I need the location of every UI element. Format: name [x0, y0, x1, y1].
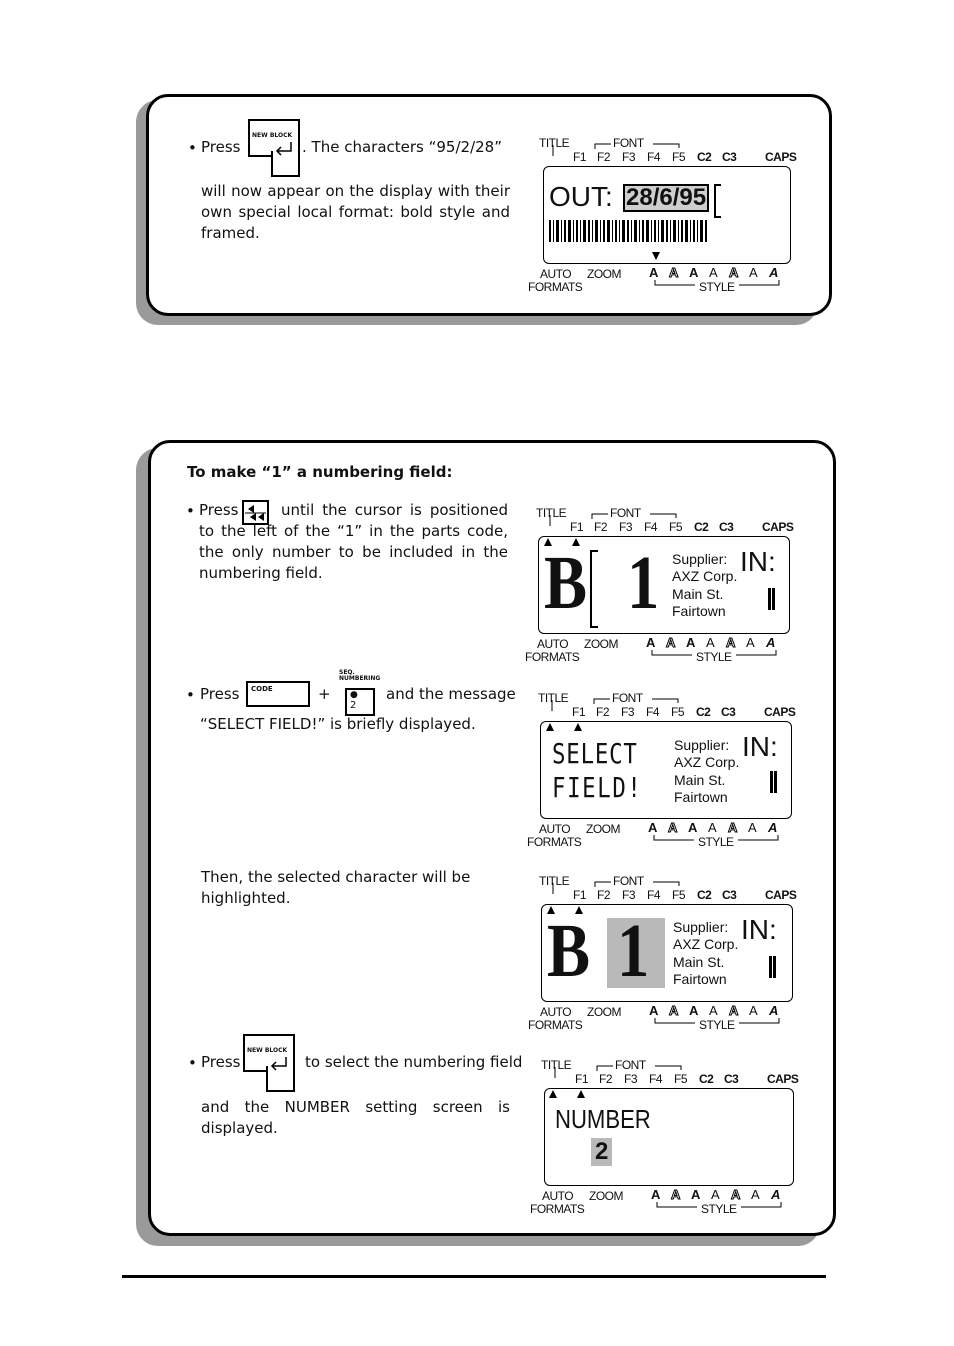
title-font-bracket — [553, 1062, 693, 1082]
press-label: Press — [200, 685, 240, 703]
style-bold: A — [691, 1187, 701, 1202]
style-normal: A — [649, 1003, 659, 1018]
style-indicators — [649, 265, 789, 280]
bar-indicator-icon — [770, 771, 773, 793]
style-outline: A — [671, 1187, 681, 1202]
style-bold: A — [688, 820, 698, 835]
style-bold: A — [686, 635, 696, 650]
title-font-bracket — [551, 140, 691, 160]
c2-label: C2 — [696, 705, 711, 719]
f1-label: F1 — [575, 1072, 589, 1086]
c2-label: C2 — [694, 520, 709, 534]
title-label: TITLE — [541, 1058, 572, 1072]
title-label: TITLE — [538, 691, 569, 705]
style-frame: A — [728, 820, 738, 835]
out-label: OUT: — [549, 181, 613, 212]
seq-numbering-label: SEQ. NUMBERING — [339, 669, 381, 682]
style-indicators — [649, 1003, 789, 1018]
company-label: AXZ Corp. — [673, 936, 739, 952]
f2-label: F2 — [594, 520, 608, 534]
plus-sign: + — [318, 685, 331, 703]
style-bold: A — [689, 265, 699, 280]
lcd-display-number — [529, 1056, 799, 1216]
formats-label: FORMATS — [525, 650, 580, 664]
c3-label: C3 — [722, 150, 737, 164]
supplier-label: Supplier: — [672, 551, 728, 567]
c2-label: C2 — [699, 1072, 714, 1086]
field-line: FIELD! — [552, 771, 643, 804]
f2-label: F2 — [599, 1072, 613, 1086]
style-label: STYLE — [701, 1202, 737, 1216]
big-part-code: B 1 — [544, 541, 672, 625]
title-label: TITLE — [539, 136, 570, 150]
style-outline: A — [669, 265, 679, 280]
frame-bracket — [714, 184, 721, 218]
page-footer-rule — [122, 1275, 826, 1278]
step4-text-b: and the NUMBER setting screen is displayed. — [201, 1098, 510, 1137]
style-indicators — [651, 1187, 791, 1202]
formats-label: FORMATS — [528, 280, 583, 294]
title-font-bracket — [550, 695, 690, 715]
new-block-key — [248, 119, 300, 179]
new-block-key — [243, 1034, 295, 1094]
style-italic: A — [769, 265, 779, 280]
step2-text-a: and the message — [386, 685, 516, 703]
caps-label: CAPS — [765, 888, 797, 902]
f3-label: F3 — [622, 888, 636, 902]
in-label: IN: — [741, 914, 777, 945]
code-key — [246, 681, 310, 707]
style-bold: A — [689, 1003, 699, 1018]
style-frame: A — [726, 635, 736, 650]
auto-label: AUTO — [542, 1189, 574, 1203]
caps-label: CAPS — [765, 150, 797, 164]
style-strike: A — [751, 1187, 760, 1202]
company-label: AXZ Corp. — [674, 754, 740, 770]
f4-label: F4 — [647, 150, 661, 164]
press-label: Press — [201, 138, 241, 156]
town-label: Fairtown — [673, 971, 727, 987]
style-label: STYLE — [698, 835, 734, 849]
f5-label: F5 — [674, 1072, 688, 1086]
style-bracket — [653, 1018, 783, 1028]
street-label: Main St. — [673, 954, 725, 970]
town-label: Fairtown — [674, 789, 728, 805]
cursor-up-marker — [549, 1090, 557, 1098]
style-label: STYLE — [699, 1018, 735, 1032]
font-label: FONT — [615, 1058, 646, 1072]
barcode-icon — [549, 220, 709, 242]
zoom-label: ZOOM — [587, 1005, 621, 1019]
new-block-key-label: NEW BLOCK — [247, 1047, 288, 1054]
style-strike: A — [749, 265, 758, 280]
description-text: will now appear on the display with their own special local format: bold style and framed. — [201, 182, 510, 242]
auto-label: AUTO — [537, 637, 569, 651]
auto-label: AUTO — [540, 267, 572, 281]
title-label: TITLE — [536, 506, 567, 520]
title-font-bracket — [548, 510, 688, 530]
big-digit-1-highlighted: 1 — [617, 909, 650, 993]
style-outline: A — [669, 1003, 679, 1018]
style-italic: A — [766, 635, 776, 650]
style-label: STYLE — [699, 280, 735, 294]
step3-text: Then, the selected character will be highlighted. — [201, 868, 471, 907]
bullet: • — [186, 686, 195, 704]
c3-label: C3 — [722, 888, 737, 902]
style-indicators — [646, 635, 786, 650]
style-italic: A — [771, 1187, 781, 1202]
f3-label: F3 — [619, 520, 633, 534]
key-dot-icon: ● — [350, 690, 358, 700]
street-label: Main St. — [674, 772, 726, 788]
num-2-key — [345, 688, 375, 716]
font-label: FONT — [612, 691, 643, 705]
new-block-key-label: NEW BLOCK — [252, 132, 293, 139]
select-line: SELECT — [552, 737, 638, 770]
f4-label: F4 — [644, 520, 658, 534]
style-bracket — [650, 650, 780, 660]
style-shadow: A — [711, 1187, 720, 1202]
bar-indicator-icon — [769, 956, 772, 978]
f5-label: F5 — [669, 520, 683, 534]
formats-label: FORMATS — [530, 1202, 585, 1216]
formats-label: FORMATS — [527, 835, 582, 849]
f5-label: F5 — [672, 888, 686, 902]
style-italic: A — [768, 820, 778, 835]
step4-text-a: to select the numbering field — [305, 1053, 523, 1071]
style-normal: A — [649, 265, 659, 280]
code-key-label: CODE — [251, 685, 273, 693]
style-bracket — [652, 835, 782, 845]
zoom-label: ZOOM — [584, 637, 618, 651]
c3-label: C3 — [724, 1072, 739, 1086]
characters-text: . The characters “95/2/28” — [302, 138, 502, 156]
cursor-up-marker — [574, 723, 582, 731]
big-letter-b: B — [547, 909, 591, 993]
f4-label: F4 — [649, 1072, 663, 1086]
company-label: AXZ Corp. — [672, 568, 738, 584]
in-label: IN: — [742, 731, 778, 762]
style-italic: A — [769, 1003, 779, 1018]
enter-arrow-icon — [269, 1056, 289, 1072]
style-normal: A — [651, 1187, 661, 1202]
style-normal: A — [648, 820, 658, 835]
f1-label: F1 — [570, 520, 584, 534]
cursor-up-marker — [577, 1090, 585, 1098]
style-shadow: A — [709, 1003, 718, 1018]
style-outline: A — [668, 820, 678, 835]
supplier-label: Supplier: — [673, 919, 729, 935]
f2-label: F2 — [597, 150, 611, 164]
supplier-label: Supplier: — [674, 737, 730, 753]
style-frame: A — [729, 1003, 739, 1018]
f2-label: F2 — [597, 888, 611, 902]
style-frame: A — [729, 265, 739, 280]
press-label: Press — [201, 1053, 241, 1071]
style-shadow: A — [708, 820, 717, 835]
num-2-key-label: 2 — [350, 700, 357, 711]
style-shadow: A — [706, 635, 715, 650]
date-field: 28/6/95 — [623, 184, 709, 212]
f1-label: F1 — [573, 888, 587, 902]
style-outline: A — [666, 635, 676, 650]
c3-label: C3 — [721, 705, 736, 719]
style-label: STYLE — [696, 650, 732, 664]
formats-label: FORMATS — [528, 1018, 583, 1032]
in-label: IN: — [740, 546, 776, 577]
style-bracket — [655, 1202, 785, 1212]
lcd-display-out — [527, 134, 797, 294]
zoom-label: ZOOM — [586, 822, 620, 836]
font-label: FONT — [613, 874, 644, 888]
zoom-label: ZOOM — [589, 1189, 623, 1203]
bullet: • — [188, 139, 197, 157]
cursor-down-marker — [652, 252, 660, 260]
f5-label: F5 — [672, 150, 686, 164]
section-heading: To make “1” a numbering field: — [187, 463, 453, 481]
lcd-display-b1 — [524, 504, 794, 664]
f3-label: F3 — [624, 1072, 638, 1086]
number-value-highlighted: 2 — [591, 1138, 612, 1166]
style-shadow: A — [709, 265, 718, 280]
style-strike: A — [746, 635, 755, 650]
bar-indicator-icon — [768, 588, 771, 610]
lcd-display-select-field — [526, 689, 796, 849]
enter-arrow-icon — [274, 141, 294, 157]
style-bracket — [653, 280, 783, 290]
f1-label: F1 — [573, 150, 587, 164]
cursor-up-marker — [546, 723, 554, 731]
c2-label: C2 — [697, 150, 712, 164]
town-label: Fairtown — [672, 603, 726, 619]
cursor-bracket — [590, 550, 598, 628]
f4-label: F4 — [647, 888, 661, 902]
c3-label: C3 — [719, 520, 734, 534]
style-strike: A — [748, 820, 757, 835]
lcd-screen — [544, 1088, 794, 1186]
title-font-bracket — [551, 878, 691, 898]
f2-label: F2 — [596, 705, 610, 719]
street-label: Main St. — [672, 586, 724, 602]
auto-label: AUTO — [539, 822, 571, 836]
step1-text: until the cursor is positioned to the left of the “1” in the parts code, the only number to be included in the numbering field. — [199, 501, 508, 582]
f4-label: F4 — [646, 705, 660, 719]
f3-label: F3 — [622, 150, 636, 164]
caps-label: CAPS — [762, 520, 794, 534]
number-label: NUMBER — [555, 1104, 651, 1134]
c2-label: C2 — [697, 888, 712, 902]
font-label: FONT — [613, 136, 644, 150]
bullet: • — [186, 502, 195, 520]
font-label: FONT — [610, 506, 641, 520]
f1-label: F1 — [572, 705, 586, 719]
caps-label: CAPS — [764, 705, 796, 719]
f5-label: F5 — [671, 705, 685, 719]
style-frame: A — [731, 1187, 741, 1202]
f3-label: F3 — [621, 705, 635, 719]
style-strike: A — [749, 1003, 758, 1018]
title-label: TITLE — [539, 874, 570, 888]
caps-label: CAPS — [767, 1072, 799, 1086]
style-normal: A — [646, 635, 656, 650]
press-label: Press — [199, 501, 239, 519]
bullet: • — [188, 1054, 197, 1072]
step2-text-b: “SELECT FIELD!” is briefly displayed. — [200, 715, 476, 733]
style-indicators — [648, 820, 788, 835]
zoom-label: ZOOM — [587, 267, 621, 281]
lcd-display-highlighted — [527, 872, 797, 1032]
auto-label: AUTO — [540, 1005, 572, 1019]
